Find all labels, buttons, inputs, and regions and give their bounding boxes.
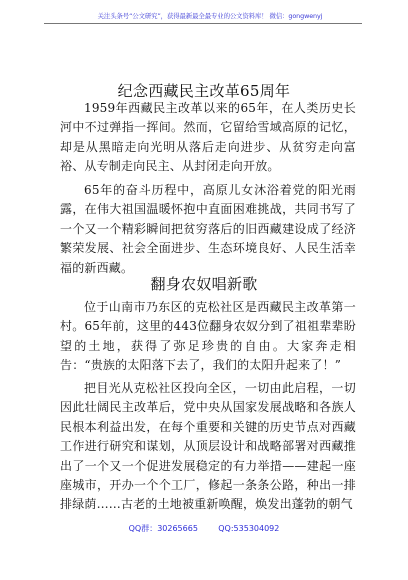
paragraph-4: 把目光从克松社区投向全区，一切由此启程，一切因此壮阔民主改革后，党中央从国家发展战略和各族人民根本利益出发，在每个重要和关键的历史节点对西藏工作进行研究和谋划，从顶层设计和战略部署对西藏推出了一个又一个促进发展稳定的有力举措——建起一座座城市，开办一个个工厂，修起一条条公路，种出一排排绿荫……古老的土地被重新唤醒，焕发出蓬勃的朝气	[60, 381, 356, 512]
section-heading: 翻身农奴唱新歌	[150, 275, 258, 293]
paragraph-3: 位于山南市乃东区的克松社区是西藏民主改革第一村。65年前，这里的443位翻身农奴分到了祖祖辈辈盼望的土地，获得了弥足珍贵的自由。大家奔走相告：“贵族的太阳落下去了，我们的太阳升起来了！”	[60, 300, 356, 373]
paragraph-1: 1959年西藏民主改革以来的65年，在人类历史长河中不过弹指一挥间。然而，它留给雪域高原的记忆，却是从黑暗走向光明从落后走向进步、从贫穷走向富裕、从专制走向民主、从封闭走向开放。	[60, 101, 356, 174]
article-title: 纪念西藏民主改革65周年	[117, 82, 291, 100]
page-footer-contact: QQ群：30265665 QQ:535304092	[128, 524, 280, 533]
header-divider	[44, 23, 362, 24]
page-header-note: 关注头条号“公文研究”，获得最新最全最专业的公文资料库！ 微信：gongwenyj	[97, 12, 323, 20]
paragraph-2: 65年的奋斗历程中，高原儿女沐浴着党的阳光雨露，在伟大祖国温暖怀抱中直面困难挑战，共同书写了一个又一个精彩瞬间把贫穷落后的旧西藏建设成了经济繁荣发展、社会全面进步、生态环境良好、人民生活幸福的新西藏。	[60, 183, 356, 275]
